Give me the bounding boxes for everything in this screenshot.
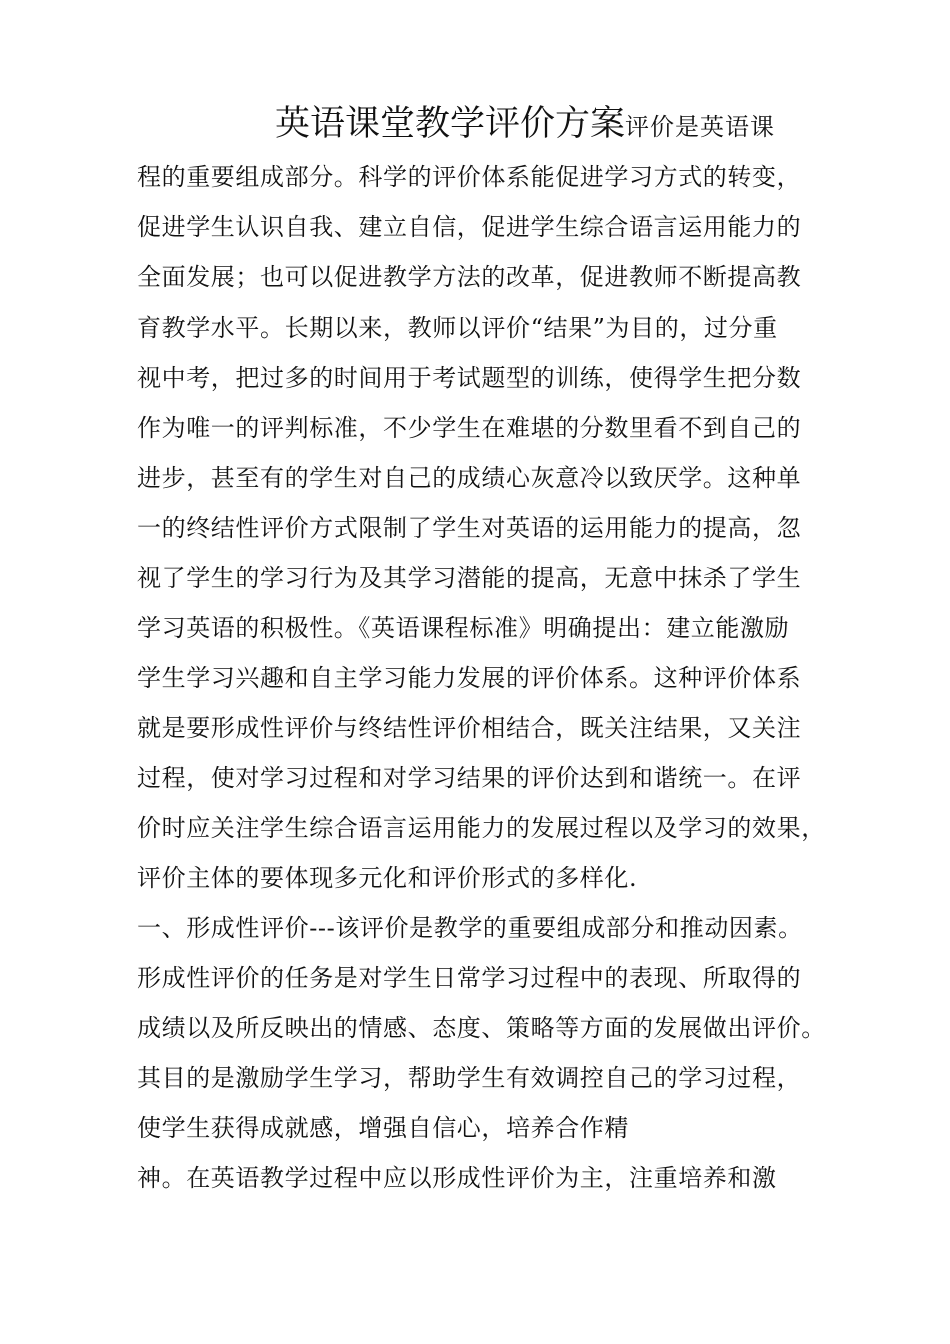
body-line: 一的终结性评价方式限制了学生对英语的运用能力的提高，忽 <box>137 514 802 542</box>
body-line: 价时应关注学生综合语言运用能力的发展过程以及学习的效果， <box>137 814 826 842</box>
body-line: 学习英语的积极性。《英语课程标准》明确提出：建立能激励 <box>137 614 790 642</box>
title-line <box>275 100 775 154</box>
body-line: 就是要形成性评价与终结性评价相结合，既关注结果，又关注 <box>137 714 802 742</box>
document-title: 英语课堂教学评价方案 <box>275 104 626 144</box>
body-line: 其目的是激励学生学习，帮助学生有效调控自己的学习过程， <box>137 1064 802 1092</box>
body-line: 进步，甚至有的学生对自己的成绩心灰意冷以致厌学。这种单 <box>137 464 802 492</box>
body-line: 视中考，把过多的时间用于考试题型的训练，使得学生把分数 <box>137 364 802 392</box>
body-line: 成绩以及所反映出的情感、态度、策略等方面的发展做出评价。 <box>137 1014 826 1042</box>
body-line: 作为唯一的评判标准，不少学生在难堪的分数里看不到自己的 <box>137 414 802 442</box>
body-line: 学生学习兴趣和自主学习能力发展的评价体系。这种评价体系 <box>137 664 802 692</box>
body-line: 程的重要组成部分。科学的评价体系能促进学习方式的转变， <box>137 163 802 191</box>
section-heading-line: 一、形成性评价---该评价是教学的重要组成部分和推动因素。 <box>137 914 803 942</box>
body-line: 过程，使对学习过程和对学习结果的评价达到和谐统一。在评 <box>137 764 802 792</box>
body-line: 视了学生的学习行为及其学习潜能的提高，无意中抹杀了学生 <box>137 564 802 592</box>
body-line: 形成性评价的任务是对学生日常学习过程中的表现、所取得的 <box>137 964 802 992</box>
body-line: 促进学生认识自我、建立自信，促进学生综合语言运用能力的 <box>137 213 802 241</box>
body-line: 使学生获得成就感，增强自信心，培养合作精 <box>137 1114 629 1142</box>
body-line: 评价主体的要体现多元化和评价形式的多样化. <box>137 864 638 892</box>
body-line: 神。在英语教学过程中应以形成性评价为主，注重培养和激 <box>137 1164 777 1192</box>
title-tail-text: 评价是英语课 <box>625 113 776 141</box>
body-line: 全面发展；也可以促进教学方法的改革，促进教师不断提高教 <box>137 263 802 291</box>
body-line: 育教学水平。长期以来，教师以评价“结果”为目的，过分重 <box>137 314 778 342</box>
